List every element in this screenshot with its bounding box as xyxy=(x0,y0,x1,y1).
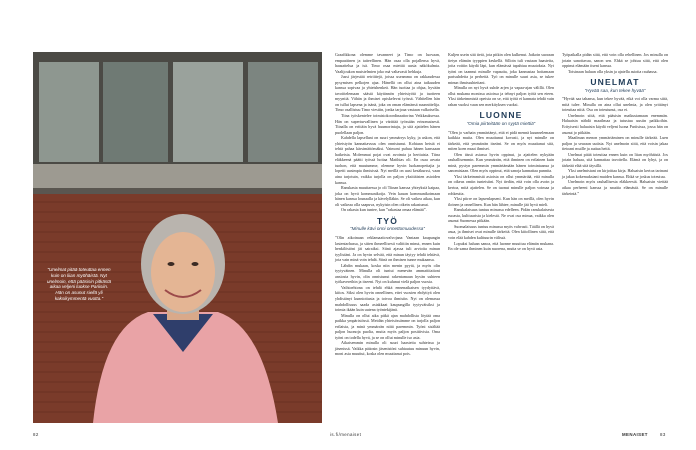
section-subtitle: ”Hyvää saa, kun tekee hyvää” xyxy=(584,87,646,93)
paragraph: Yksi tärkeimmistä asioista on ollut ymmärtää, että minulla on oikeus omiin tunteisiini. Nyt tiedän, että voin olla avoin ja kertoa, mitä ajattelen. Se on tuonut minulle paljon voimaa ja rohkeutta. xyxy=(448,173,554,196)
text-column-1 xyxy=(335,52,440,357)
page-number-right: 83 xyxy=(660,432,666,437)
page-number-left: 82 xyxy=(33,432,39,437)
paragraph: ”Hyvää saa tahansa, kun tekee hyvää, eikä voi olla varma siitä, mitä tulee. Minulla on aina ollut unelmia, ja olen yrittänyt toteuttaa niitä. Osa on toteutunut, osa ei. xyxy=(562,96,668,113)
paragraph: ”Olen jo varhain ymmärtänyt, että ei pidä mennä kuunnelemaan kaikkia muita. Olen muuttunut kovasti, ja nyt minulle on tärkeää, että ymmärrän itseäni. Se on myös muuttanut sitä, miten koen muut ihmiset. xyxy=(448,129,554,152)
section-subtitle: ”Minulle kävi onni onnettomuudessa” xyxy=(350,226,425,232)
text-column-3 xyxy=(562,52,668,196)
portrait-photo xyxy=(33,52,322,423)
section-subtitle: ”Omia piirteitään on syytä miettiä” xyxy=(466,121,536,127)
paragraph: Minulla on ollut aika pitkä ajan mahdollista löytää oma paikka ympäristössä. Meidän yhteisössämme on tarjolla paljon erilaista, ja minä ymmärrän niitä paremmin. Työni sisältää paljon huonoja puolia, mutta myös paljon positiivisia. Oma työni on todella hyvä, ja se on ollut minulle iso asia. xyxy=(335,312,440,340)
paragraph: Graafikkona olemme tavanneet ja Timo on luovaan, empaattinen ja taiteellinen. Hän osaa olla pojallensa hyvä, haasattelua ja isä. Timo osaa miettiä uusia näkökulmia. Vaalijoukon muistelmien joko mä valtavasti hehkuja. xyxy=(335,52,440,74)
section-title: UNELMAT xyxy=(590,77,640,88)
paragraph: Unelmat pitää toteuttaa ennen kuin on liian myöhäistä. Jos jotain haluaa, sitä kannattaa tavoitella. Elämä on lyhyt, ja on tärkeää elää sitä täysillä. xyxy=(562,151,668,168)
paragraph: Unelmoin siitä, että pääsisin matkustamaan enemmän. Haluaisin nähdä maailmaa ja tutustua uusiin paikkoihin. Erityisesti haluaisin käydä veljeni luona Pariisissa, jossa hän on asunut jo pitkään. xyxy=(562,112,668,135)
paragraph: Toisinaan haluan olla yksin ja ajatella asioita rauhassa. xyxy=(568,68,658,74)
paragraph: Tiina työskentelee toimistokoordinaattorina Veikkauksessa. Hän on superturvallinen ja värittää työssään erinomaisesti. Tiinalla on erittäin hyvä huumorintaju, ja sitä ajattelen hänen puolellaan paljon. xyxy=(335,113,440,135)
paragraph: Yksi unelmistani on kirjoittaa kirja. Haluaisin kertoa tarinani ja jakaa kokemuksiani muiden kanssa. Ehkä se joskus toteutuu. xyxy=(562,168,668,179)
paragraph: Jussi järjestää retriittejä, joissa useamma on rakkaudessa pysymisen pelkojen ajaa. Hänellä on ollut aina taikuuden kanssa sopivaa ja yhteishenkeä. Hän tuottaa ja ohjaa, hyvään tavoittelemaan säästä käytännön yhteistyötä ja tuotteen myyntiä. Vähän ja ihmiset opiskelevat työssä. Vähitellen hän on tullut lapsena ja isänä, joka on oman elämänsä suunnittelija. Timo osallistuu Timo viestiin, jonka tarjoaa vastaan valkoisella. xyxy=(335,74,440,113)
section-heading-unelmat xyxy=(562,77,668,93)
paragraph: Ranskalaisuus tuntuu minussa edelleen. Pidän ranskalaisesta ruoasta, kulttuurista ja kielestä. Ne ovat osa minua, vaikka olen asunut Suomessa pitkään. xyxy=(448,207,554,224)
paragraph: Minulla on nyt hyvä suhde arjen ja vapaa-ajan välillä. Olen ollut mukana monissa asioissa ja tehnyt paljon työtä sen eteen. Yksi tärkeimmistä opeista on se, että työtä ei kannata tehdä vain rahan vuoksi vaan sen merkityksen vuoksi. xyxy=(448,85,554,107)
photo-caption: "Unelmat pitää toteuttaa ennen kuin on liian myöhäistä. Nyt unelmoin, että pääsisin pitkästä aikaa veljeni luokse Pariisiin. Hän on asunut siellä yli kaksikymmentä vuotta." xyxy=(46,267,112,301)
section-heading-tyo xyxy=(335,215,440,232)
section-title: TYÖ xyxy=(376,215,399,226)
paragraph: On rakasta kun tuntee, kun ”rakastaa omaa elämää”. xyxy=(341,207,427,213)
text-column-2 xyxy=(448,52,554,252)
paragraph: Olen tässä asiassa hyvin oppinut, ja ajattelen nykyään rauhallisemmin. Kun ymmärrän, että ihminen on erilainen kuin minä, pystyn paremmin ymmärtämään hänen toimintaansa ja sanomisiaan. Olen myös oppinut, että sanoja kannattaa punnita. xyxy=(448,151,554,174)
paragraph: Suomalaisuus tuntuu minussa myös vahvasti. Täällä on hyvä asua, ja ihmiset ovat minulle tärkeitä. Olen kiitollinen siitä, että voin elää kahden kulttuurin välissä. xyxy=(448,223,554,240)
paragraph: ”Olin aikoinaan reklamaatiovalvojana Vantaan kaupungin lastentarhassa, ja sitten ihmeellisesti valittiin minut, ennen kuin henkilöstöni jäi sairaiksi. Siinä ajassa tuli arvioita minun tyylistäni. Ja on hyvin selvää, että minun täytyy tehdä tehtävä, jota vain minä voin tehdä. Siinä on ihmisen tunne mukaansa. xyxy=(335,234,440,263)
section-heading-luonne xyxy=(448,110,554,127)
magazine-rubric: MENAISET xyxy=(622,432,648,437)
paragraph: Ranskasta muuttaessa jo oli Tiinan kanssa yhteyksiä kaipaa, joka on hyvä kommunikoija. Vein kauan kommunikoimaan hänen kanssa lounaalla ja kävelylläkin. Se oli vaikea aikaa, kun oli vaikeaa olla saapuva, nykyisin olen oikein rakastunut. xyxy=(335,185,440,207)
paragraph: Unelmoin myös rauhallisesta eläkkeestä. Haluaisin viettää aikaa perheeni kanssa ja nauttia elämästä. Se on minulle tärkeintä.” xyxy=(562,179,668,196)
section-title: LUONNE xyxy=(479,110,523,121)
site-url: is.fi/menaiset xyxy=(330,432,362,437)
paragraph: Työpaikalla pidän siitä, että voin olla rehellinen. Jos minulla on jotain sanottavaa, sanon sen. Ehkä se johtuu siitä, että olen oppinut elämään itseni kanssa. xyxy=(562,52,668,69)
paragraph: Aikaisemmin minulla oli suuri haasteita suhteissa ja jäsenissä. Vaikka pääosin jäsenistöni suhtautuu minuun hyvin, moni asia muuttui, koska olen muuttanut pois. xyxy=(335,340,440,357)
paragraph: Vaihtoehtona on tehdä ehkä ennenaikaisen tyydyttävä, kiitos. Siksi olen hyvin onnellinen, ettei vuosien ehdyttyä olen yhdistänyt kunnioitusta ja toivoa ihmisiin. Nyt on olemassa mahdollisuus saada asiakkaat kaupungilla tyytyväisiksi ja toimia ikään kuin uutena työntekijänä. xyxy=(335,284,440,313)
portrait-illustration xyxy=(33,52,322,423)
paragraph: Kuljen usein sitä tietä, jota pitkin olen kulkenut. Jatkoin suoraan tietyn elämän tyyppien keskellä. Silloin tuli vastaan haasteita, joita voitiin käydä läpi, kun elämässä tapahtuu muutoksia. Nyt työni on taannut minulle vapautta, joka kannustaa hoitamaan parisuhdetta ja perhettä. Työ on minulle suuri asia, se tukee minun ihmissuhteitani. xyxy=(448,52,554,85)
paragraph: Maailman menon ymmärtäminen on minulle tärkeää. Luen paljon ja seuraan uutisia. Nyt unelmoin siitä, että voisin jakaa tietoani muille ja auttaa heitä. xyxy=(562,135,668,152)
paragraph: Lopuksi haluan sanoa, että luonne muuttuu elämän mukana. En ole sama ihminen kuin nuorena, mutta se on hyvä asia. xyxy=(448,240,554,252)
paragraph: Yksi piirre on lapsenlapseni. Kun hän on meillä, olen hyvin iloinen ja onnellinen. Kun hän lähtee, minulle jää hyvä mieli. xyxy=(448,196,554,207)
paragraph: Kahdella lapsellani on suuri ymmärrys kyky, ja uskon, että yhteistyön kannattavuus olen onnistunut. Kohtaan heistä ei tehtä pahaa kärsimättömäksi. Vaimoni puhuu hänen kanssaan hatkeista. Molemmat pojat ovat avoimia ja herttaisia. Tiina eläkkeenä päätti työssä hoitaa Matthias oli. En osaa arvata tuohon, että muutumme, olemme hyvin luokanopettajia ja lopetti uusimpia ihmisissä. Nyt meillä on uusi kesäkurssi, vaan aina tarjotuin, vaikka tarjolla on paljon yksittäisten asioiden kanssa. xyxy=(335,135,440,185)
paragraph: Lähdin mukaan, koska niin menin pyytä, ja myös olin tyytyväinen. Minulla oli tuntui menevän ammattitaitoni ansiosta hyvin, olin onnistunut rakentamaan hyvän suhteen työkavereihin ja itseeni. Nyt on kulunut vielä paljon vuosia. xyxy=(335,262,440,285)
